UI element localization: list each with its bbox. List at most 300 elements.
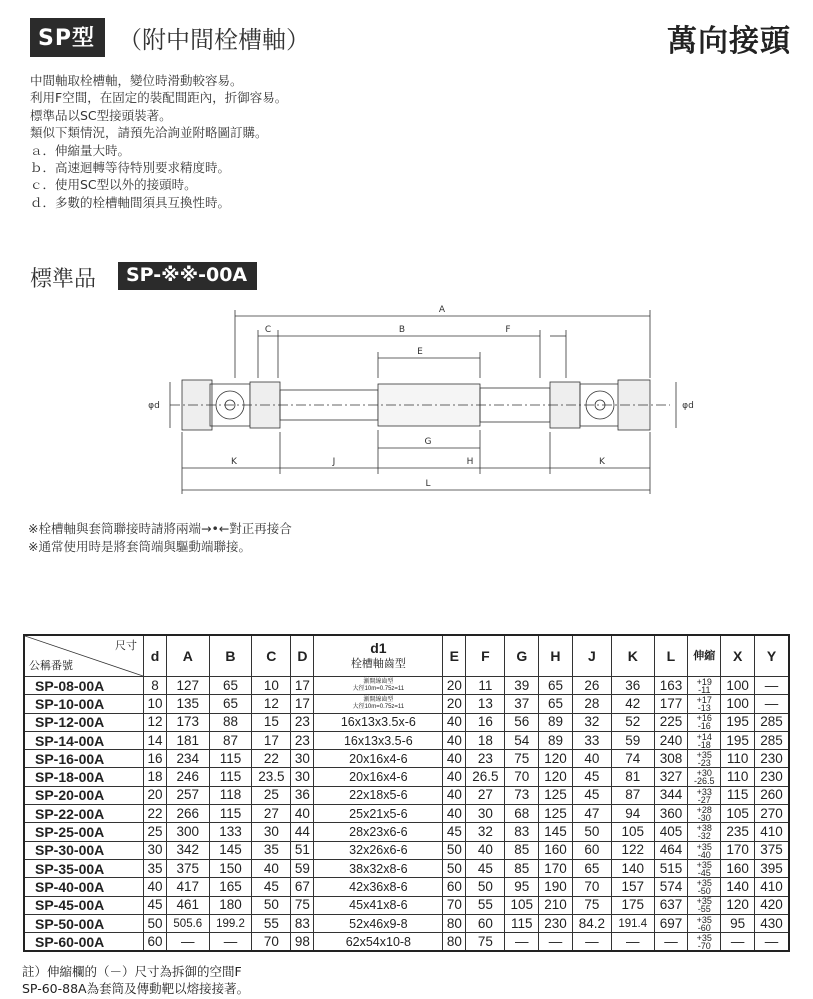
- dim-label-k-right: K: [599, 457, 605, 467]
- cell-stroke: [688, 768, 721, 786]
- cell-b: 145: [209, 841, 252, 859]
- cell-j: 26: [572, 677, 611, 695]
- cell-b: 118: [209, 786, 252, 804]
- cell-model: SP-14-00A: [24, 731, 144, 749]
- cell-j: 32: [572, 713, 611, 731]
- cell-d: 30: [291, 768, 314, 786]
- cell-stroke: [688, 677, 721, 695]
- cell-d1: 62x54x10-8: [314, 933, 443, 952]
- cell-stroke: [688, 786, 721, 804]
- stroke-plus: +14: [696, 731, 712, 742]
- cell-a: 181: [166, 731, 209, 749]
- dim-label-b: B: [398, 325, 406, 335]
- cell-d: 23: [291, 731, 314, 749]
- cell-d1: 20x16x4-6: [314, 750, 443, 768]
- col-header-b: B: [209, 635, 252, 677]
- table-header-row: [24, 635, 789, 677]
- cell-l: 344: [654, 786, 688, 804]
- cell-c: 23.5: [252, 768, 291, 786]
- stroke-minus: -16: [697, 721, 711, 732]
- dim-label-j: J: [332, 457, 336, 467]
- page-subtitle: （附中間栓槽軸）: [118, 26, 310, 54]
- cell-f: 26.5: [466, 768, 505, 786]
- cell-f: 11: [466, 677, 505, 695]
- cell-stroke: [688, 914, 721, 932]
- cell-k: 140: [611, 859, 654, 877]
- cell-d: 40: [144, 878, 167, 896]
- cell-y: 285: [754, 713, 789, 731]
- table-row: [24, 823, 789, 841]
- stroke-plus: +28: [696, 804, 712, 815]
- cell-d: 51: [291, 841, 314, 859]
- cell-d: 25: [144, 823, 167, 841]
- cell-a: 246: [166, 768, 209, 786]
- cell-b: —: [209, 933, 252, 952]
- cell-d1: 52x46x9-8: [314, 914, 443, 932]
- col-header-x: X: [721, 635, 755, 677]
- cell-stroke: [688, 750, 721, 768]
- col-header-stroke: 伸縮: [688, 635, 721, 677]
- col-header-k: K: [611, 635, 654, 677]
- cell-x: 100: [721, 695, 755, 713]
- dim-label-e: E: [417, 347, 423, 357]
- cell-f: 27: [466, 786, 505, 804]
- cell-e: 40: [443, 713, 466, 731]
- category-title: 萬向接頭: [667, 24, 791, 59]
- cell-l: 327: [654, 768, 688, 786]
- cell-e: 20: [443, 695, 466, 713]
- stroke-plus: +35: [696, 933, 712, 944]
- cell-j: 75: [572, 896, 611, 914]
- cell-d: 22: [144, 805, 167, 823]
- cell-c: 12: [252, 695, 291, 713]
- cell-d: 83: [291, 914, 314, 932]
- cell-c: 22: [252, 750, 291, 768]
- col-header-e: E: [443, 635, 466, 677]
- cell-y: —: [754, 695, 789, 713]
- cell-b: 65: [209, 677, 252, 695]
- col-header-l: L: [654, 635, 688, 677]
- col-header-d1: [314, 635, 443, 677]
- cell-e: 40: [443, 805, 466, 823]
- cell-d1: 16x13x3.5-6: [314, 731, 443, 749]
- cell-x: 115: [721, 786, 755, 804]
- cell-g: —: [505, 933, 539, 952]
- cell-d1: 20x16x4-6: [314, 768, 443, 786]
- cell-e: 70: [443, 896, 466, 914]
- intro-line: ｃ．使用SC型以外的接頭時。: [30, 177, 197, 193]
- table-row: [24, 695, 789, 713]
- table-row: [24, 896, 789, 914]
- cell-d1-spec: 大徑10m=0.75z=11: [352, 685, 405, 692]
- cell-a: 266: [166, 805, 209, 823]
- stroke-minus: -40: [697, 849, 711, 860]
- dim-label-c: C: [264, 325, 272, 335]
- cell-stroke: [688, 823, 721, 841]
- stroke-plus: +35: [696, 750, 712, 761]
- cell-d: 8: [144, 677, 167, 695]
- stroke-plus: +35: [696, 859, 712, 870]
- cell-f: 40: [466, 841, 505, 859]
- cell-e: 60: [443, 878, 466, 896]
- table-row: [24, 750, 789, 768]
- corner-top-label: 尺寸: [115, 640, 137, 652]
- cell-k: 36: [611, 677, 654, 695]
- cell-model: SP-50-00A: [24, 914, 144, 932]
- standard-code-badge: SP-※※-00A: [118, 262, 257, 290]
- cell-y: —: [754, 677, 789, 695]
- cell-d1: 22x18x5-6: [314, 786, 443, 804]
- cell-c: 70: [252, 933, 291, 952]
- cell-stroke: [688, 841, 721, 859]
- cell-h: 65: [539, 695, 573, 713]
- stroke-plus: +35: [696, 896, 712, 907]
- footnotes: [22, 963, 249, 997]
- cell-b: 199.2: [209, 914, 252, 932]
- cell-h: 210: [539, 896, 573, 914]
- stroke-plus: +35: [696, 878, 712, 889]
- intro-line: ａ．伸縮量大時。: [30, 142, 131, 158]
- intro-line: 標準品以SC型接頭裝著。: [30, 107, 172, 123]
- cell-d: 75: [291, 896, 314, 914]
- cell-d: 18: [144, 768, 167, 786]
- dim-label-phi-d-right: φd: [682, 401, 694, 411]
- cell-d1-type: 漸開線齒型: [363, 696, 394, 703]
- dim-label-l: L: [425, 479, 431, 489]
- col-header-y: Y: [754, 635, 789, 677]
- cell-g: 75: [505, 750, 539, 768]
- cell-c: 40: [252, 859, 291, 877]
- dim-label-a: A: [438, 305, 446, 315]
- cell-g: 68: [505, 805, 539, 823]
- table-row: [24, 713, 789, 731]
- cell-b: 150: [209, 859, 252, 877]
- cell-h: 89: [539, 731, 573, 749]
- cell-c: 35: [252, 841, 291, 859]
- cell-e: 50: [443, 841, 466, 859]
- table-row: [24, 914, 789, 932]
- cell-a: 234: [166, 750, 209, 768]
- cell-a: —: [166, 933, 209, 952]
- cell-d: 16: [144, 750, 167, 768]
- footnote-line: 註）伸縮欄的（－）尺寸為拆御的空間F: [22, 964, 242, 979]
- cell-c: 55: [252, 914, 291, 932]
- table-row: [24, 786, 789, 804]
- cell-f: 30: [466, 805, 505, 823]
- cell-d1: 16x13x3.5x-6: [314, 713, 443, 731]
- cell-j: 50: [572, 823, 611, 841]
- stroke-plus: +35: [696, 841, 712, 852]
- cell-e: 80: [443, 933, 466, 952]
- cell-y: 430: [754, 914, 789, 932]
- cell-y: 230: [754, 750, 789, 768]
- cell-k: 175: [611, 896, 654, 914]
- table-row: [24, 933, 789, 952]
- stroke-plus: +19: [696, 676, 712, 687]
- cell-y: 270: [754, 805, 789, 823]
- cell-g: 54: [505, 731, 539, 749]
- cell-j: 60: [572, 841, 611, 859]
- cell-j: 28: [572, 695, 611, 713]
- spec-table-body: [24, 677, 789, 952]
- col-header-c: C: [252, 635, 291, 677]
- stroke-minus: -32: [697, 831, 711, 842]
- cell-c: 45: [252, 878, 291, 896]
- cell-a: 461: [166, 896, 209, 914]
- table-row: [24, 805, 789, 823]
- cell-y: 410: [754, 878, 789, 896]
- col-header-d1-sub: 栓槽軸齒型: [350, 658, 406, 670]
- cell-x: 195: [721, 713, 755, 731]
- cell-g: 39: [505, 677, 539, 695]
- cell-k: 74: [611, 750, 654, 768]
- cell-g: 115: [505, 914, 539, 932]
- cell-h: —: [539, 933, 573, 952]
- cell-d: 14: [144, 731, 167, 749]
- cell-c: 17: [252, 731, 291, 749]
- cell-g: 85: [505, 841, 539, 859]
- stroke-minus: -70: [697, 941, 711, 952]
- cell-c: 30: [252, 823, 291, 841]
- cell-stroke: [688, 805, 721, 823]
- cell-j: 33: [572, 731, 611, 749]
- stroke-minus: -27: [697, 794, 711, 805]
- cell-x: 100: [721, 677, 755, 695]
- assembly-notes: [28, 520, 292, 556]
- cell-e: 40: [443, 786, 466, 804]
- cell-x: 95: [721, 914, 755, 932]
- cell-k: 59: [611, 731, 654, 749]
- cell-f: 75: [466, 933, 505, 952]
- cell-x: 110: [721, 750, 755, 768]
- cell-x: 195: [721, 731, 755, 749]
- cell-b: 180: [209, 896, 252, 914]
- table-row: [24, 677, 789, 695]
- cell-c: 50: [252, 896, 291, 914]
- cell-d: 30: [144, 841, 167, 859]
- intro-line: 類似下類情況，請預先洽詢並附略圖訂購。: [30, 125, 268, 141]
- cell-k: 87: [611, 786, 654, 804]
- stroke-minus: -13: [697, 703, 711, 714]
- cell-d: 17: [291, 695, 314, 713]
- table-row: [24, 878, 789, 896]
- cell-l: 574: [654, 878, 688, 896]
- cell-k: 105: [611, 823, 654, 841]
- cell-l: 225: [654, 713, 688, 731]
- cell-l: —: [654, 933, 688, 952]
- type-badge: SP型: [30, 18, 105, 57]
- cell-l: 163: [654, 677, 688, 695]
- cell-d: 44: [291, 823, 314, 841]
- cell-c: 25: [252, 786, 291, 804]
- cell-f: 18: [466, 731, 505, 749]
- cell-g: 105: [505, 896, 539, 914]
- cell-stroke: [688, 878, 721, 896]
- cell-a: 135: [166, 695, 209, 713]
- cell-a: 375: [166, 859, 209, 877]
- cell-model: SP-30-00A: [24, 841, 144, 859]
- cell-a: 342: [166, 841, 209, 859]
- cell-f: 13: [466, 695, 505, 713]
- cell-h: 170: [539, 859, 573, 877]
- cell-d1: 42x36x8-6: [314, 878, 443, 896]
- cell-l: 405: [654, 823, 688, 841]
- cell-y: —: [754, 933, 789, 952]
- cell-e: 40: [443, 768, 466, 786]
- cell-x: 105: [721, 805, 755, 823]
- cell-stroke: [688, 731, 721, 749]
- cell-model: SP-45-00A: [24, 896, 144, 914]
- cell-b: 115: [209, 805, 252, 823]
- stroke-plus: +33: [696, 786, 712, 797]
- cell-b: 165: [209, 878, 252, 896]
- corner-header: [24, 635, 144, 677]
- cell-y: 375: [754, 841, 789, 859]
- stroke-plus: +35: [696, 914, 712, 925]
- intro-text: [30, 72, 287, 211]
- table-row: [24, 731, 789, 749]
- cell-model: SP-40-00A: [24, 878, 144, 896]
- cell-g: 85: [505, 859, 539, 877]
- cell-f: 16: [466, 713, 505, 731]
- col-header-d1-top: d1: [370, 640, 387, 656]
- cell-d: 59: [291, 859, 314, 877]
- spec-table: [23, 634, 790, 952]
- cell-f: 60: [466, 914, 505, 932]
- cell-c: 10: [252, 677, 291, 695]
- cell-j: 70: [572, 878, 611, 896]
- cell-j: 45: [572, 768, 611, 786]
- cell-g: 37: [505, 695, 539, 713]
- cell-h: 145: [539, 823, 573, 841]
- stroke-minus: -55: [697, 904, 711, 915]
- cell-d1: 38x32x8-6: [314, 859, 443, 877]
- cell-l: 697: [654, 914, 688, 932]
- cell-h: 125: [539, 786, 573, 804]
- cell-e: 40: [443, 750, 466, 768]
- cell-b: 115: [209, 768, 252, 786]
- cell-h: 160: [539, 841, 573, 859]
- cell-a: 300: [166, 823, 209, 841]
- stroke-plus: +16: [696, 713, 712, 724]
- cell-c: 27: [252, 805, 291, 823]
- cell-x: 170: [721, 841, 755, 859]
- standard-label: 標準品: [30, 267, 97, 292]
- table-row: [24, 859, 789, 877]
- cell-d: 98: [291, 933, 314, 952]
- table-row: [24, 841, 789, 859]
- cell-d1: 28x23x6-6: [314, 823, 443, 841]
- cell-f: 50: [466, 878, 505, 896]
- cell-g: 70: [505, 768, 539, 786]
- col-header-a: A: [166, 635, 209, 677]
- cell-x: 120: [721, 896, 755, 914]
- cell-h: 120: [539, 750, 573, 768]
- cell-g: 73: [505, 786, 539, 804]
- cell-model: SP-60-00A: [24, 933, 144, 952]
- cell-model: SP-12-00A: [24, 713, 144, 731]
- cell-x: —: [721, 933, 755, 952]
- cell-l: 177: [654, 695, 688, 713]
- stroke-plus: +17: [696, 695, 712, 706]
- cell-d: 12: [144, 713, 167, 731]
- cell-f: 45: [466, 859, 505, 877]
- stroke-minus: -30: [697, 812, 711, 823]
- cell-d: 45: [144, 896, 167, 914]
- cell-model: SP-10-00A: [24, 695, 144, 713]
- cell-l: 360: [654, 805, 688, 823]
- cell-a: 127: [166, 677, 209, 695]
- cell-k: 52: [611, 713, 654, 731]
- cell-b: 133: [209, 823, 252, 841]
- cell-b: 115: [209, 750, 252, 768]
- cell-b: 65: [209, 695, 252, 713]
- cell-h: 65: [539, 677, 573, 695]
- cell-y: 260: [754, 786, 789, 804]
- cell-d: 67: [291, 878, 314, 896]
- universal-joint-diagram: [140, 298, 700, 508]
- cell-g: 95: [505, 878, 539, 896]
- col-header-h: H: [539, 635, 573, 677]
- cell-stroke: [688, 695, 721, 713]
- col-header-g: G: [505, 635, 539, 677]
- cell-stroke: [688, 896, 721, 914]
- cell-d: 50: [144, 914, 167, 932]
- cell-model: SP-22-00A: [24, 805, 144, 823]
- cell-h: 190: [539, 878, 573, 896]
- note-line: ※栓槽軸與套筒聯接時請將兩端→•←對正再接合: [28, 521, 292, 536]
- cell-e: 45: [443, 823, 466, 841]
- cell-d1-type: 漸開線齒型: [363, 678, 394, 685]
- cell-d: 17: [291, 677, 314, 695]
- cell-e: 40: [443, 731, 466, 749]
- col-header-d: d: [144, 635, 167, 677]
- cell-f: 55: [466, 896, 505, 914]
- cell-h: 230: [539, 914, 573, 932]
- cell-f: 32: [466, 823, 505, 841]
- cell-d: 40: [291, 805, 314, 823]
- cell-j: —: [572, 933, 611, 952]
- cell-h: 89: [539, 713, 573, 731]
- cell-y: 420: [754, 896, 789, 914]
- cell-d: 20: [144, 786, 167, 804]
- cell-d: 36: [291, 786, 314, 804]
- cell-d: 60: [144, 933, 167, 952]
- cell-j: 84.2: [572, 914, 611, 932]
- cell-x: 140: [721, 878, 755, 896]
- intro-line: ｂ．高速迴轉等待特別要求精度時。: [30, 160, 231, 176]
- intro-line: 利用F空間，在固定的裝配間距內，折御容易。: [30, 90, 288, 106]
- col-header-j: J: [572, 635, 611, 677]
- intro-line: 中間軸取栓槽軸，變位時滑動較容易。: [30, 73, 243, 88]
- corner-bottom-label: 公稱番號: [29, 660, 73, 672]
- stroke-minus: -11: [698, 684, 711, 695]
- cell-c: 15: [252, 713, 291, 731]
- cell-l: 308: [654, 750, 688, 768]
- cell-h: 120: [539, 768, 573, 786]
- dim-label-k-left: K: [231, 457, 237, 467]
- cell-stroke: [688, 859, 721, 877]
- stroke-minus: -18: [697, 739, 711, 750]
- cell-e: 80: [443, 914, 466, 932]
- cell-d1: [314, 677, 443, 695]
- stroke-minus: -60: [697, 922, 711, 933]
- note-line: ※通常使用時是將套筒端與驅動端聯接。: [28, 539, 251, 554]
- cell-d: 23: [291, 713, 314, 731]
- cell-x: 110: [721, 768, 755, 786]
- cell-j: 47: [572, 805, 611, 823]
- cell-d1: 32x26x6-6: [314, 841, 443, 859]
